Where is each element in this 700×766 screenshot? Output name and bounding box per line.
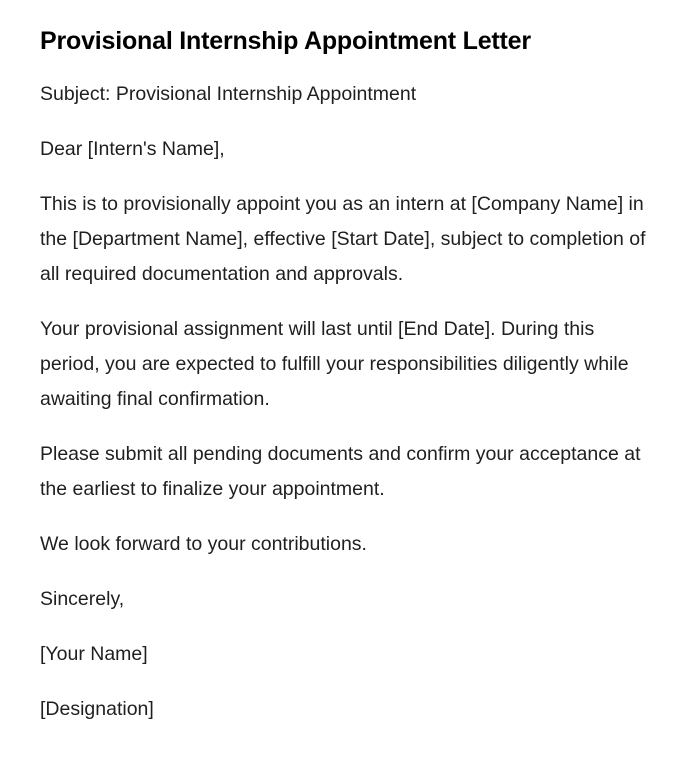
letter-paragraph-duration: Your provisional assignment will last until [End Date]. During this period, you are expected to fulfill your responsibilities diligently while awaiting final confirmation. [40,318,629,410]
letter-closing: Sincerely, [40,588,125,610]
letter-sender-designation: [Designation] [40,698,154,720]
letter-subject: Subject: Provisional Internship Appointment [40,83,417,105]
letter-document [40,24,650,747]
letter-title: Provisional Internship Appointment Letter [40,27,531,55]
letter-sender-name: [Your Name] [40,643,148,665]
letter-paragraph-appointment: This is to provisionally appoint you as an intern at [Company Name] in the [Department Name], effective [Start Date], subject to completion of all required documentation and approvals. [40,193,646,285]
letter-paragraph-documents: Please submit all pending documents and confirm your acceptance at the earliest to finalize your appointment. [40,443,641,500]
letter-paragraph-closing-remark: We look forward to your contributions. [40,533,367,555]
letter-salutation: Dear [Intern's Name], [40,138,225,160]
